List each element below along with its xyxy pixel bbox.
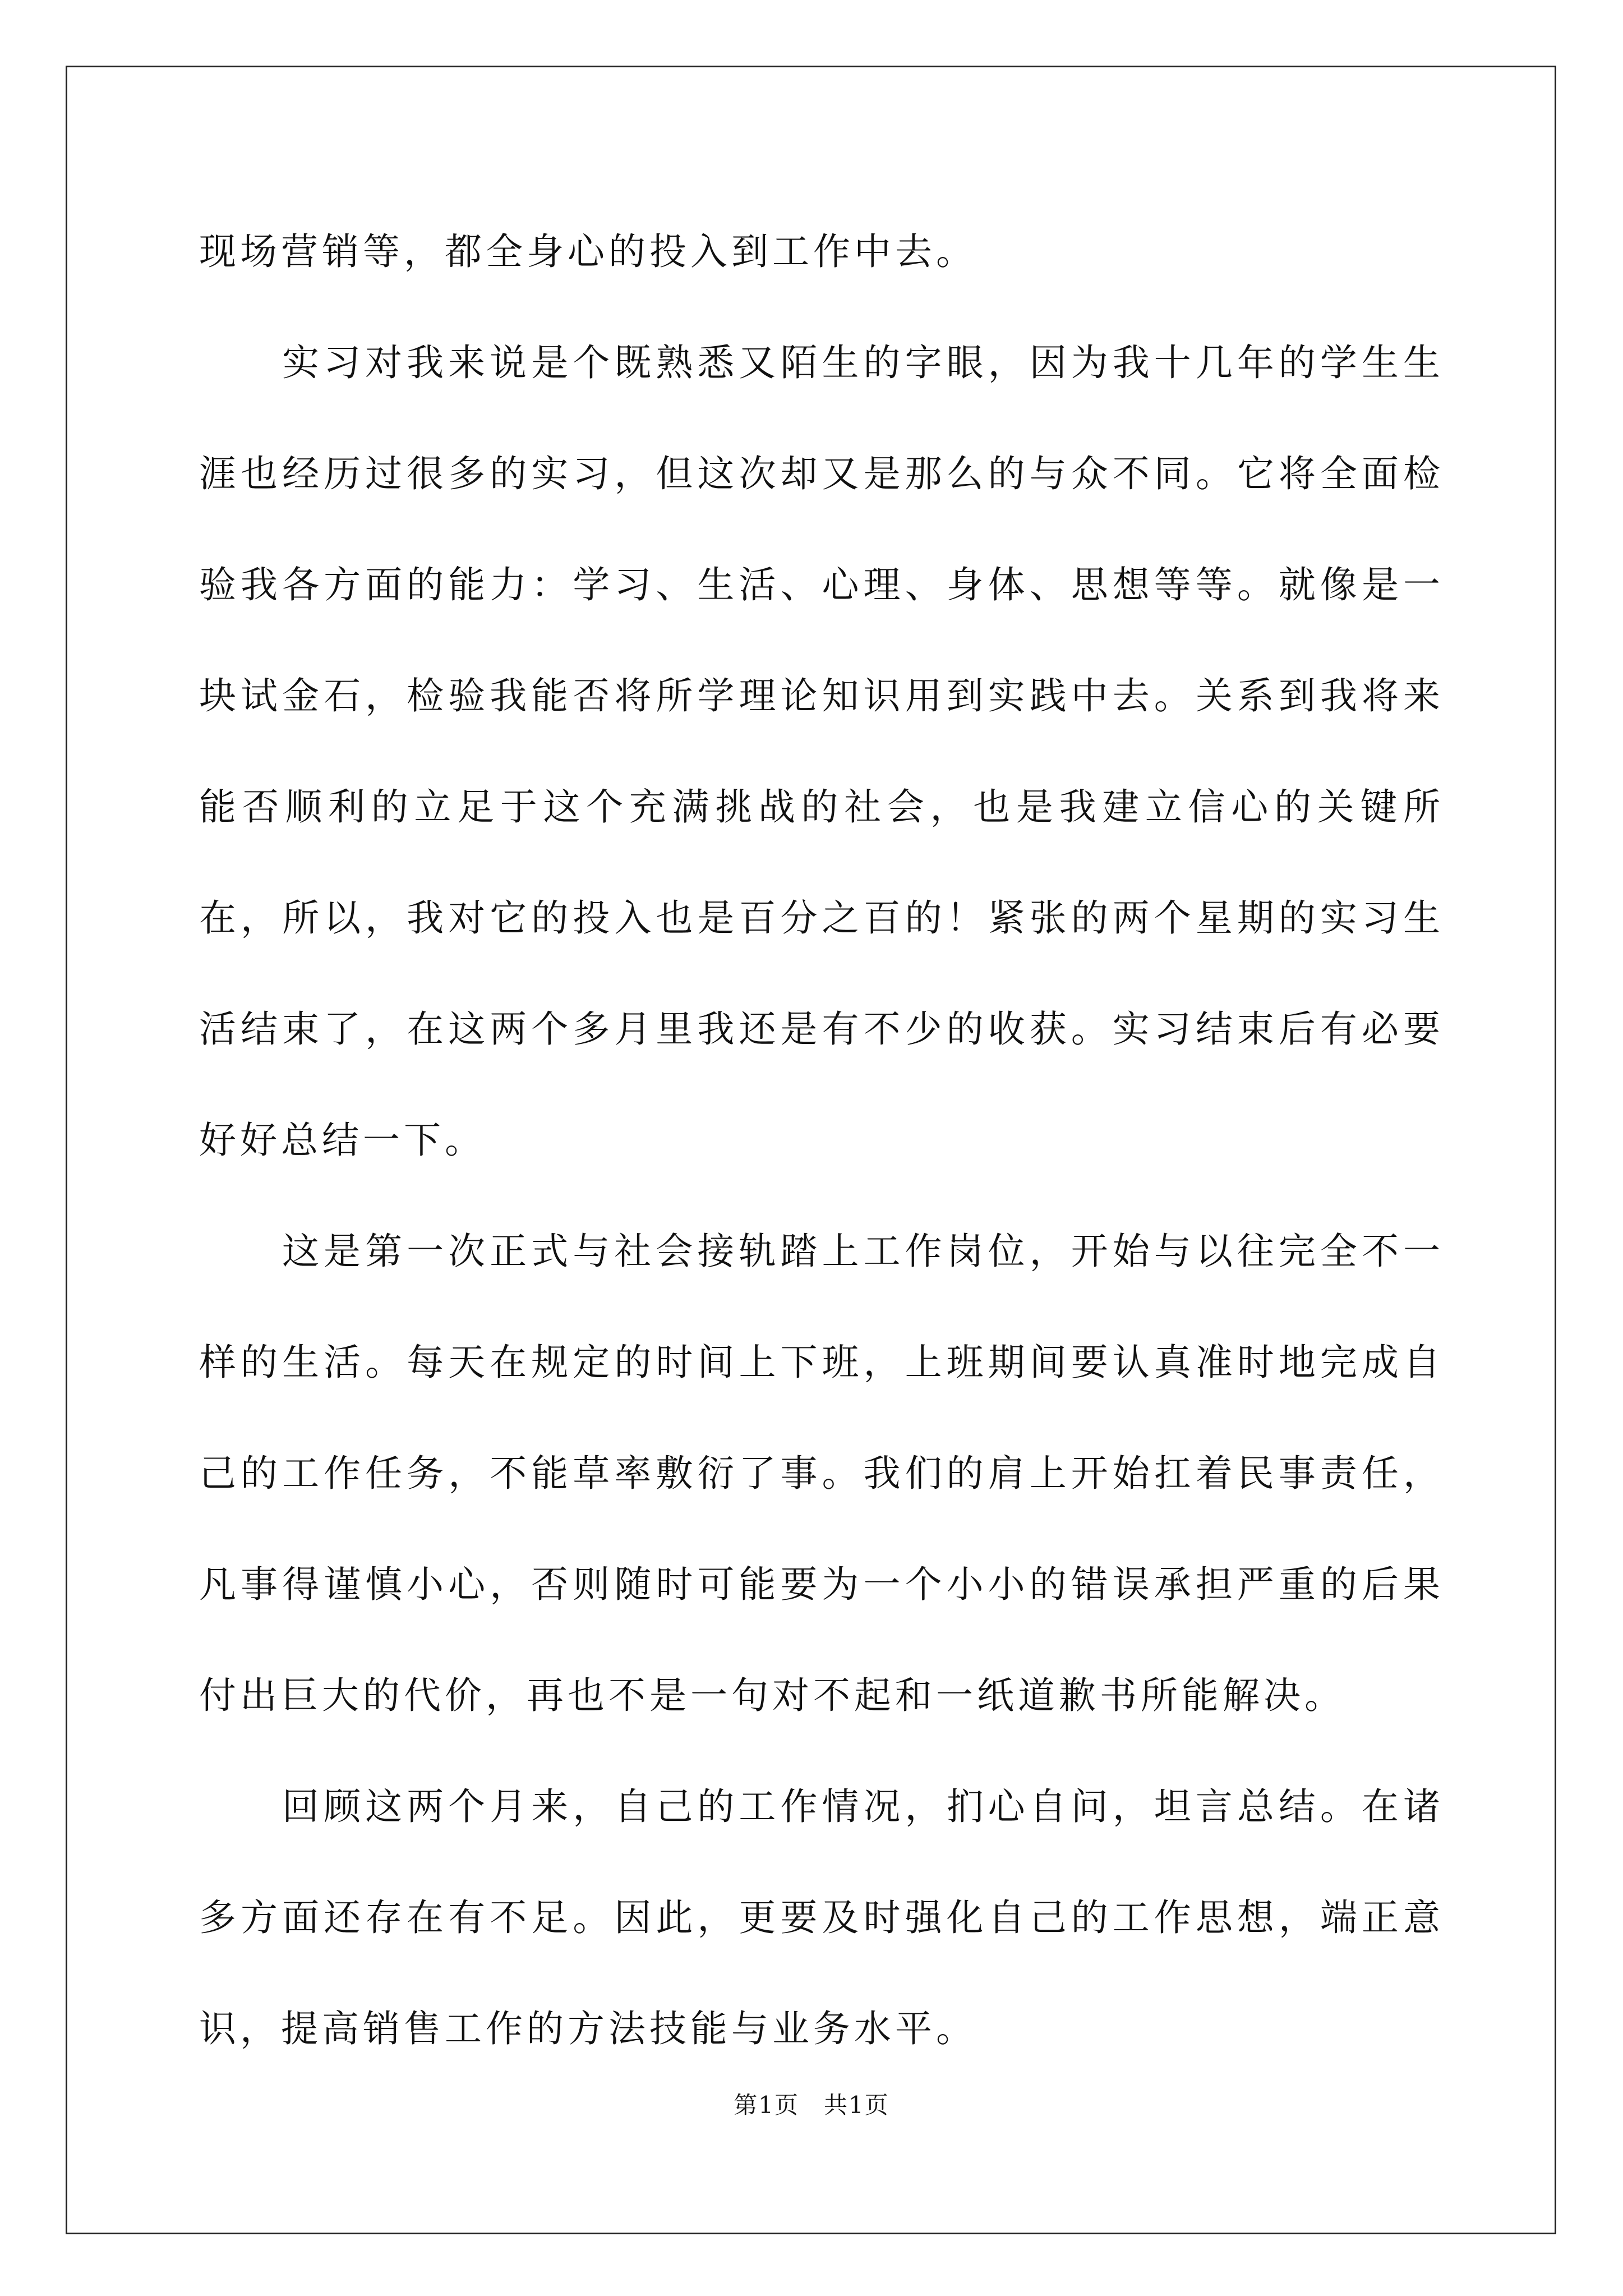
paragraph-2: 实习对我来说是个既熟悉又陌生的字眼，因为我十几年的学生生涯也经历过很多的实习，但这次却又是那么的与众不同。它将全面检验我各方面的能力：学习、生活、心理、身体、思想等等。就像是一块试金石，检验我能否将所学理论知识用到实践中去。关系到我将来能否顺利的立足于这个充满挑战的社会，也是我建立信心的关键所在，所以，我对它的投入也是百分之百的！紧张的两个星期的实习生活结束了，在这两个多月里我还是有不少的收获。实习结束后有必要好好总结一下。 [199,341,1444,1162]
paragraph-4: 回顾这两个月来，自己的工作情况，扪心自问，坦言总结。在诸多方面还存在有不足。因此，更要及时强化自己的工作思想，端正意识，提高销售工作的方法技能与业务水平。 [199,1785,1444,2050]
paragraph-3: 这是第一次正式与社会接轨踏上工作岗位，开始与以往完全不一样的生活。每天在规定的时间上下班，上班期间要认真准时地完成自己的工作任务，不能草率敷衍了事。我们的肩上开始扛着民事责任，凡事得谨慎小心，否则随时可能要为一个小小的错误承担严重的后果付出巨大的代价，再也不是一句对不起和一纸道歉书所能解决。 [199,1230,1444,1717]
document-body [199,196,1444,2085]
paragraph-1: 现场营销等，都全身心的投入到工作中去。 [199,230,977,273]
page-number-footer: 第1页 共1页 [734,2091,889,2119]
